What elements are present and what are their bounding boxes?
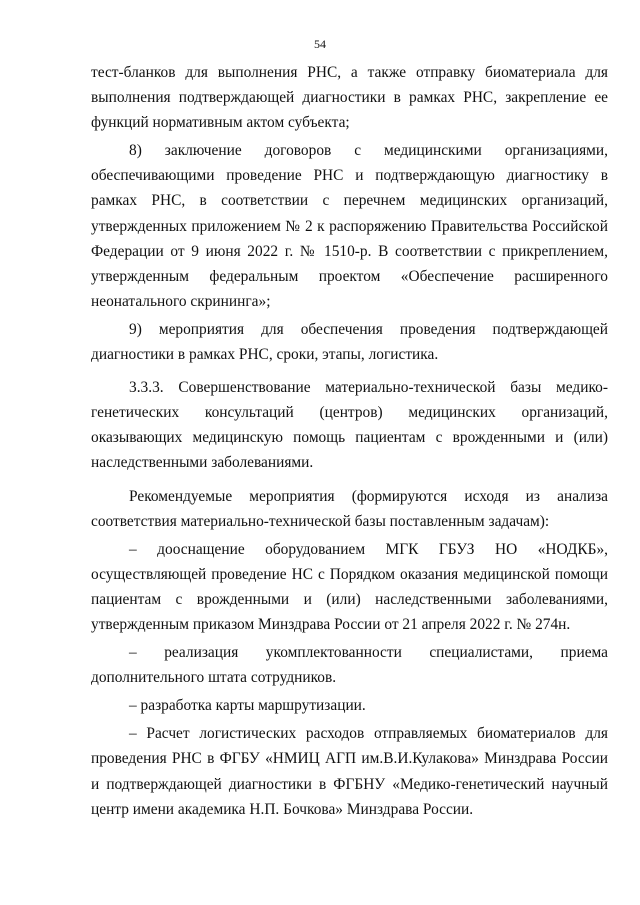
document-body — [91, 60, 608, 822]
list-item-logistics: – Расчет логистических расходов отправляемых биоматериалов для проведения РНС в ФГБУ «НМИЦ АГП им.В.И.Кулакова» Минздрава России и подтверждающей диагностики в ФГБНУ «Медико-генетический научный центр имени академика Н.П. Бочкова» Минздрава России. — [91, 725, 608, 818]
page-number: 54 — [314, 37, 326, 51]
paragraph-recommended-measures: Рекомендуемые мероприятия (формируются исходя из анализа соответствия материально-технической базы поставленным задачам): — [91, 487, 608, 530]
paragraph-continuation: тест-бланков для выполнения РНС, а также отправку биоматериала для выполнения подтверждающей диагностики в рамках РНС, закрепление ее функций нормативным актом субъекта; — [91, 64, 608, 132]
paragraph-item-8: 8) заключение договоров с медицинскими организациями, обеспечивающими проведение РНС и подтверждающую диагностику в рамках РНС, в соответствии с перечнем медицинских организаций, утвержденных приложением № 2 к распоряжению Правительства Российской Федерации от 9 июня 2022 г. № 1510-р. В соответствии с прикреплением, утвержденным федеральным проектом «Обеспечение расширенного неонатального скрининга»; — [91, 142, 608, 310]
paragraph-item-9: 9) мероприятия для обеспечения проведения подтверждающей диагностики в рамках РНС, сроки, этапы, логистика. — [91, 320, 608, 364]
section-3-3-3: 3.3.3. Совершенствование материально-технической базы медико-генетических консультаций (центров) медицинских организаций, оказывающих медицинскую помощь пациентам с врожденными и (или) наследственными заболеваниями. — [91, 379, 608, 472]
list-item-routing-map: – разработка карты маршрутизации. — [129, 697, 366, 715]
list-item-staffing: – реализация укомплектованности специалистами, приема дополнительного штата сотрудников. — [91, 644, 608, 687]
list-item-equipment: – дооснащение оборудованием МГК ГБУЗ НО «НОДКБ», осуществляющей проведение НС с Порядком оказания медицинской помощи пациентам с врожденными и (или) наследственными заболеваниями, утвержденным приказом Минздрава России от 21 апреля 2022 г. № 274н. — [91, 540, 608, 633]
